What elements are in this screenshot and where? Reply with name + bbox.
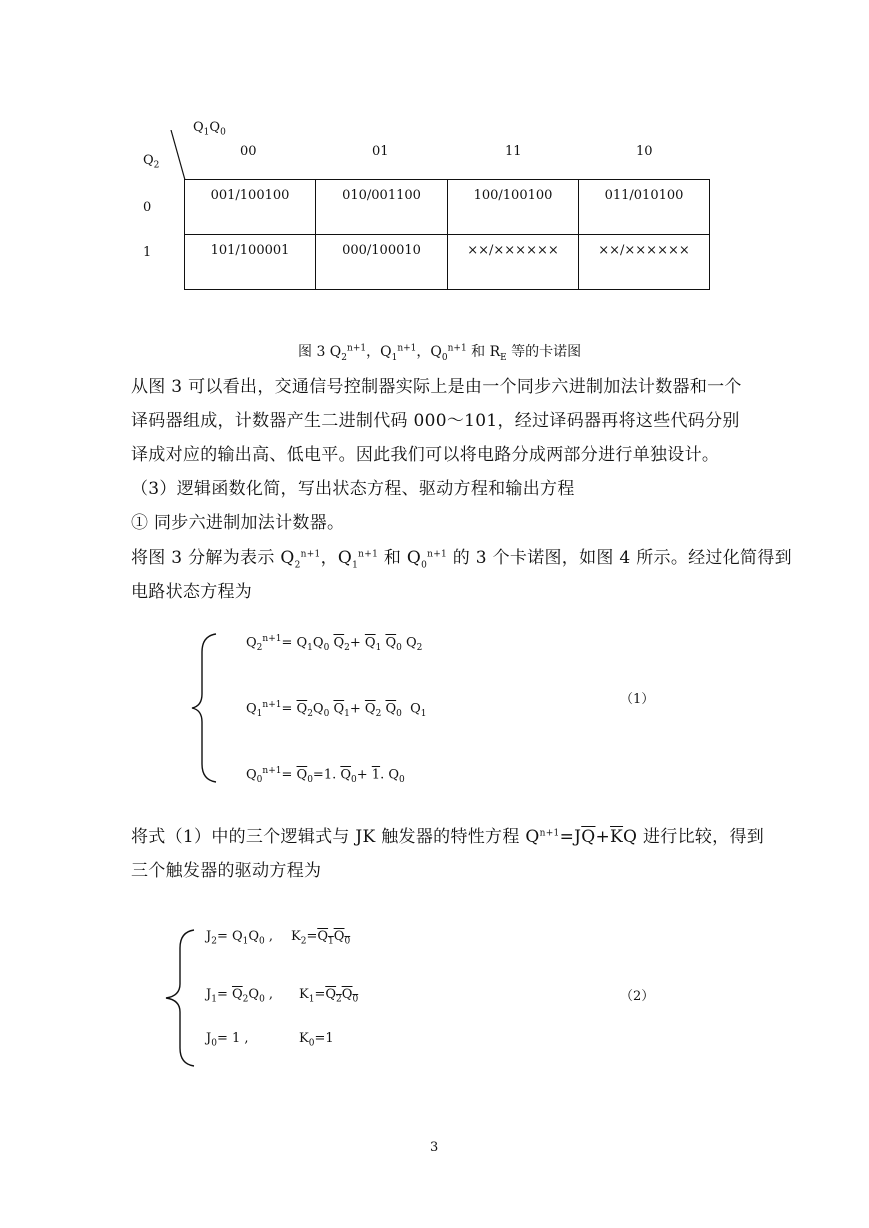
equation-q2: $Q_2^{n+1}= Q_1Q_0$ $\overline{Q}_2+ \overline{Q}_1$ $\overline{Q}_0$ $Q_2$ <box>246 634 423 653</box>
kmap-row-header: 0 <box>143 200 152 215</box>
kmap-corner-top: $Q_1Q_0$ <box>193 120 226 138</box>
kmap-cell: 000/100010 <box>316 235 448 290</box>
kmap-row <box>185 235 710 290</box>
kmap-corner-left: $Q_2$ <box>143 153 160 171</box>
karnaugh-map <box>184 179 710 290</box>
equation-j1: $J_1= \overline{Q}_2Q_0$ , <box>206 987 274 1005</box>
equation-q0: $Q_0^{n+1}= \overline{Q}_0=1$. $\overline{Q}_0+ 1$. $Q_0$ <box>246 766 405 785</box>
section-heading: （3）逻辑函数化简，写出状态方程、驱动方程和输出方程 <box>131 479 575 499</box>
kmap-cell: ××/×××××× <box>448 235 579 290</box>
page-number: 3 <box>430 1140 439 1155</box>
kmap-corner-diagonal <box>170 130 186 180</box>
equation-k0: $K_0=1$ <box>299 1031 334 1049</box>
equation-k2: $K_2=Q_1Q_0$ <box>291 929 351 947</box>
equation-j0: $J_0= 1$ , <box>206 1031 249 1049</box>
paragraph-line: 译码器组成，计数器产生二进制代码 000～101，经过译码器再将这些代码分别 <box>131 411 740 431</box>
kmap-col-header: 00 <box>240 144 257 159</box>
kmap-col-header: 10 <box>636 144 653 159</box>
equation-number: （1） <box>620 692 655 707</box>
equation-brace <box>190 632 220 784</box>
kmap-cell: 101/100001 <box>185 235 316 290</box>
paragraph-line: 从图 3 可以看出，交通信号控制器实际上是由一个同步六进制加法计数器和一个 <box>131 377 742 397</box>
equation-brace <box>164 928 198 1068</box>
figure-caption: 图 3 $Q_2^{n+1}$，$Q_1^{n+1}$，$Q_0^{n+1}$ 和 $R_E$ 等的卡诺图 <box>298 343 582 363</box>
equation-q1: $Q_1^{n+1}= \overline{Q}_2Q_0$ $\overline{Q}_1+ \overline{Q}_2$ $\overline{Q}_0$ $Q_1$ <box>246 700 427 719</box>
kmap-row-header: 1 <box>143 245 152 260</box>
paragraph-line: 电路状态方程为 <box>131 582 253 602</box>
kmap-col-header: 01 <box>372 144 389 159</box>
paragraph-line: 将图 3 分解为表示 $Q_2^{n+1}$，$Q_1^{n+1}$ 和 $Q_0^{n+1}$ 的 3 个卡诺图，如图 4 所示。经过化简得到 <box>131 548 792 571</box>
kmap-cell: 001/100100 <box>185 180 316 235</box>
kmap-col-header: 11 <box>505 144 522 159</box>
equation-k1: $K_1=Q_2Q_0$ <box>299 987 359 1005</box>
equation-number: （2） <box>620 989 655 1004</box>
kmap-cell: 010/001100 <box>316 180 448 235</box>
equation-j2: $J_2= Q_1Q_0$ , <box>206 929 274 947</box>
paragraph-line: 译成对应的输出高、低电平。因此我们可以将电路分成两部分进行单独设计。 <box>131 445 720 465</box>
subsection-heading: ① 同步六进制加法计数器。 <box>131 513 345 533</box>
kmap-cell: 011/010100 <box>579 180 710 235</box>
kmap-row <box>185 180 710 235</box>
kmap-cell: ××/×××××× <box>579 235 710 290</box>
paragraph-line: 三个触发器的驱动方程为 <box>131 861 322 881</box>
paragraph-line: 将式（1）中的三个逻辑式与 JK 触发器的特性方程 $Q^{n+1}=J\overline{Q}+\overline{K}Q$ 进行比较，得到 <box>131 827 765 847</box>
kmap-cell: 100/100100 <box>448 180 579 235</box>
